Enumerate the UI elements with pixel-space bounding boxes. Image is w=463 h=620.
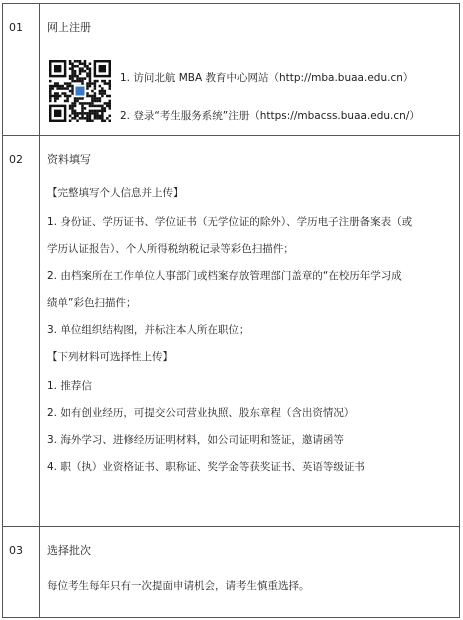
required-item-line: 1. 身份证、学历证书、学位证书（无学位证的除外）、学历电子注册备案表（或	[47, 216, 413, 228]
step-number-cell	[3, 527, 40, 618]
service-system-link[interactable]: 2. 登录“考生服务系统”注册（https://mbacss.buaa.edu.cn/）	[120, 110, 420, 122]
step-row-01	[3, 4, 460, 136]
required-section-header: 【完整填写个人信息并上传】	[47, 187, 184, 199]
step-content-cell	[40, 527, 460, 618]
required-item	[47, 269, 455, 310]
optional-item: 2. 如有创业经历，可提交公司营业执照、股东章程（含出资情况）	[47, 407, 355, 419]
batch-note: 每位考生每年只有一次提面申请机会，请考生慎重选择。	[47, 580, 310, 592]
step-number: 03	[9, 544, 23, 557]
optional-item: 4. 职（执）业资格证书、职称证、奖学金等获奖证书、英语等级证书	[47, 461, 365, 473]
required-item-line: 3. 单位组织结构图，并标注本人所在职位；	[47, 324, 250, 336]
step-title: 选择批次	[47, 544, 91, 557]
required-item-line: 学历认证报告）、个人所得税纳税记录等彩色扫描件；	[47, 243, 294, 255]
required-item-line: 绩单”彩色扫描件；	[47, 297, 137, 309]
optional-item: 3. 海外学习、进修经历证明材料，如公司证明和签证，邀请函等	[47, 434, 344, 446]
qr-code-icon	[49, 60, 111, 122]
required-item	[47, 215, 455, 256]
step-row-03	[3, 527, 460, 618]
step-title: 资料填写	[47, 153, 91, 166]
step-title: 网上注册	[47, 21, 91, 34]
step-number: 01	[9, 21, 23, 34]
step-number-cell	[3, 4, 40, 136]
step-content-cell	[40, 4, 460, 136]
step-number-cell	[3, 136, 40, 527]
registration-block	[47, 35, 455, 135]
required-item-line: 2. 由档案所在工作单位人事部门或档案存放管理部门盖章的“在校历年学习成	[47, 270, 402, 282]
optional-section-header: 【下列材料可选择性上传】	[47, 351, 173, 363]
step-number: 02	[9, 153, 23, 166]
step-content-cell	[40, 136, 460, 527]
step-row-02	[3, 136, 460, 527]
registration-steps-table	[2, 3, 460, 618]
website-link[interactable]: 1. 访问北航 MBA 教育中心网站（http://mba.buaa.edu.cn）	[120, 72, 414, 84]
required-item	[47, 323, 455, 337]
optional-item: 1. 推荐信	[47, 380, 92, 392]
